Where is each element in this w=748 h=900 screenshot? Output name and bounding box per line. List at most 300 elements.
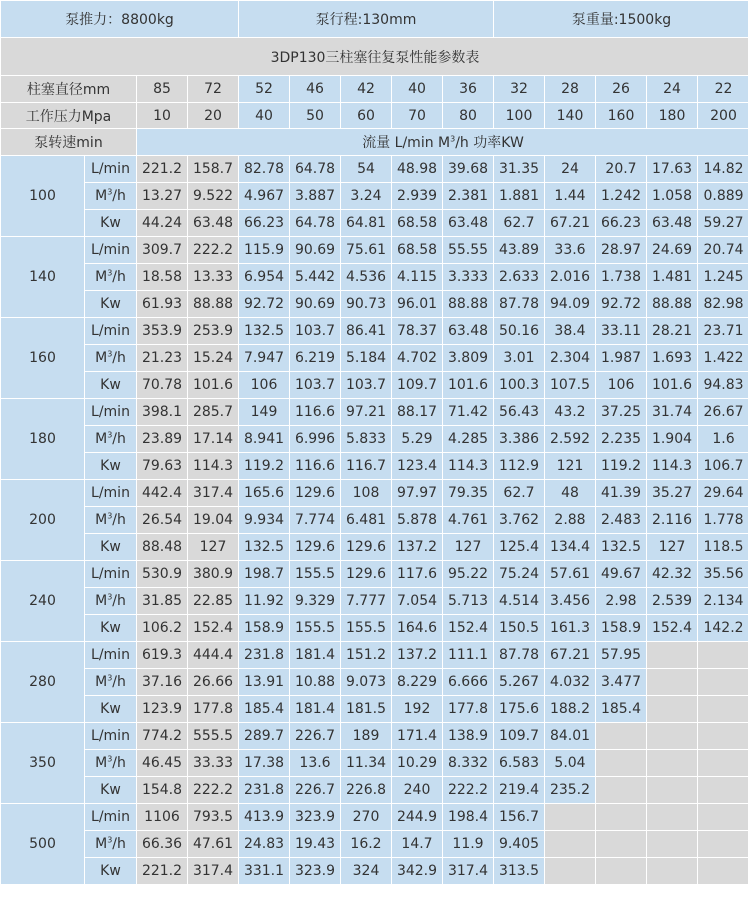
- value-cell: 78.37: [392, 318, 443, 345]
- unit-label: L/min: [85, 561, 137, 588]
- table-row: [1, 480, 748, 507]
- value-cell: 235.2: [545, 777, 596, 804]
- value-cell: 317.4: [443, 858, 494, 885]
- value-cell: [647, 669, 698, 696]
- value-cell: 154.8: [137, 777, 188, 804]
- table-row: [1, 156, 748, 183]
- value-cell: 231.8: [239, 777, 290, 804]
- value-cell: [698, 804, 748, 831]
- diameter-label: 柱塞直径mm: [1, 76, 137, 103]
- value-cell: 2.939: [392, 183, 443, 210]
- value-cell: 31.35: [494, 156, 545, 183]
- table-row: [1, 561, 748, 588]
- value-cell: 127: [647, 534, 698, 561]
- value-cell: 21.23: [137, 345, 188, 372]
- value-cell: 4.967: [239, 183, 290, 210]
- table-row: [1, 588, 748, 615]
- value-cell: 26.54: [137, 507, 188, 534]
- value-cell: 4.761: [443, 507, 494, 534]
- table-row: [1, 750, 748, 777]
- value-cell: 86.41: [341, 318, 392, 345]
- value-cell: 3.477: [596, 669, 647, 696]
- value-cell: 1.422: [698, 345, 748, 372]
- value-cell: 61.93: [137, 291, 188, 318]
- table-row: [1, 399, 748, 426]
- superscript-3: 3: [107, 673, 113, 683]
- value-cell: [698, 777, 748, 804]
- value-cell: 119.2: [596, 453, 647, 480]
- superscript-3: 3: [107, 187, 113, 197]
- speed-cell: 240: [1, 561, 85, 642]
- value-cell: 70.78: [137, 372, 188, 399]
- value-cell: 127: [443, 534, 494, 561]
- value-cell: 9.405: [494, 831, 545, 858]
- value-cell: 4.514: [494, 588, 545, 615]
- value-cell: 9.934: [239, 507, 290, 534]
- value-cell: 114.3: [647, 453, 698, 480]
- value-cell: 68.58: [392, 237, 443, 264]
- value-cell: 5.713: [443, 588, 494, 615]
- value-cell: 15.24: [188, 345, 239, 372]
- pressure-cell: 10: [137, 103, 188, 129]
- value-cell: 181.5: [341, 696, 392, 723]
- value-cell: 14.82: [698, 156, 748, 183]
- value-cell: 63.48: [188, 210, 239, 237]
- value-cell: 5.442: [290, 264, 341, 291]
- diameter-cell: 36: [443, 76, 494, 103]
- value-cell: 289.7: [239, 723, 290, 750]
- value-cell: 6.996: [290, 426, 341, 453]
- value-cell: 9.329: [290, 588, 341, 615]
- value-cell: 63.48: [443, 318, 494, 345]
- pump-stroke: 泵行程:130mm: [239, 1, 494, 38]
- value-cell: 101.6: [443, 372, 494, 399]
- table-row: [1, 534, 748, 561]
- value-cell: 84.01: [545, 723, 596, 750]
- value-cell: 2.235: [596, 426, 647, 453]
- value-cell: 2.116: [647, 507, 698, 534]
- value-cell: 8.229: [392, 669, 443, 696]
- unit-label: Kw: [85, 291, 137, 318]
- value-cell: 75.24: [494, 561, 545, 588]
- value-cell: 20.74: [698, 237, 748, 264]
- value-cell: 353.9: [137, 318, 188, 345]
- value-cell: 11.9: [443, 831, 494, 858]
- unit-label: $M^3/h$: [85, 264, 137, 291]
- value-cell: [647, 696, 698, 723]
- value-cell: 108: [341, 480, 392, 507]
- unit-label: Kw: [85, 615, 137, 642]
- value-cell: 109.7: [494, 723, 545, 750]
- value-cell: 63.48: [647, 210, 698, 237]
- value-cell: 3.24: [341, 183, 392, 210]
- value-cell: 2.88: [545, 507, 596, 534]
- value-cell: 29.64: [698, 480, 748, 507]
- value-cell: 115.9: [239, 237, 290, 264]
- value-cell: 1.778: [698, 507, 748, 534]
- unit-label: $M^3/h$: [85, 750, 137, 777]
- value-cell: 87.78: [494, 642, 545, 669]
- value-cell: 125.4: [494, 534, 545, 561]
- value-cell: 8.941: [239, 426, 290, 453]
- value-cell: 181.4: [290, 696, 341, 723]
- value-cell: 185.4: [239, 696, 290, 723]
- value-cell: 137.2: [392, 534, 443, 561]
- value-cell: 116.6: [290, 399, 341, 426]
- value-cell: 5.29: [392, 426, 443, 453]
- table-row: [1, 291, 748, 318]
- value-cell: 37.16: [137, 669, 188, 696]
- value-cell: 158.7: [188, 156, 239, 183]
- value-cell: 46.45: [137, 750, 188, 777]
- value-cell: [545, 804, 596, 831]
- value-cell: 101.6: [188, 372, 239, 399]
- unit-label: Kw: [85, 858, 137, 885]
- value-cell: 2.381: [443, 183, 494, 210]
- pressure-cell: 60: [341, 103, 392, 129]
- value-cell: 155.5: [290, 561, 341, 588]
- value-cell: 14.7: [392, 831, 443, 858]
- value-cell: 442.4: [137, 480, 188, 507]
- value-cell: 33.6: [545, 237, 596, 264]
- value-cell: 67.21: [545, 642, 596, 669]
- value-cell: 90.69: [290, 237, 341, 264]
- value-cell: 181.4: [290, 642, 341, 669]
- value-cell: 165.6: [239, 480, 290, 507]
- table-row: [1, 345, 748, 372]
- value-cell: 198.7: [239, 561, 290, 588]
- value-cell: 64.81: [341, 210, 392, 237]
- unit-label: Kw: [85, 534, 137, 561]
- value-cell: 134.4: [545, 534, 596, 561]
- pressure-cell: 40: [239, 103, 290, 129]
- pressure-cell: 140: [545, 103, 596, 129]
- value-cell: 6.583: [494, 750, 545, 777]
- value-cell: 66.23: [239, 210, 290, 237]
- pressure-cell: 80: [443, 103, 494, 129]
- unit-label: $M^3/h$: [85, 831, 137, 858]
- value-cell: 23.71: [698, 318, 748, 345]
- value-cell: 324: [341, 858, 392, 885]
- table-row: [1, 669, 748, 696]
- value-cell: 87.78: [494, 291, 545, 318]
- value-cell: [698, 723, 748, 750]
- value-cell: 3.762: [494, 507, 545, 534]
- value-cell: 129.6: [341, 534, 392, 561]
- value-cell: 5.878: [392, 507, 443, 534]
- value-cell: 2.483: [596, 507, 647, 534]
- value-cell: 55.55: [443, 237, 494, 264]
- value-cell: 48.98: [392, 156, 443, 183]
- superscript-3: 3: [107, 268, 113, 278]
- superscript-3: 3: [107, 430, 113, 440]
- value-cell: 106.2: [137, 615, 188, 642]
- value-cell: 17.38: [239, 750, 290, 777]
- value-cell: 444.4: [188, 642, 239, 669]
- value-cell: 270: [341, 804, 392, 831]
- value-cell: 123.4: [392, 453, 443, 480]
- value-cell: 11.92: [239, 588, 290, 615]
- value-cell: 41.39: [596, 480, 647, 507]
- value-cell: 82.78: [239, 156, 290, 183]
- value-cell: 57.61: [545, 561, 596, 588]
- value-cell: 50.16: [494, 318, 545, 345]
- value-cell: 285.7: [188, 399, 239, 426]
- value-cell: 6.219: [290, 345, 341, 372]
- value-cell: 66.23: [596, 210, 647, 237]
- value-cell: 132.5: [596, 534, 647, 561]
- value-cell: 35.27: [647, 480, 698, 507]
- value-cell: 177.8: [188, 696, 239, 723]
- value-cell: [647, 642, 698, 669]
- pressure-cell: 200: [698, 103, 748, 129]
- value-cell: 7.947: [239, 345, 290, 372]
- value-cell: 121: [545, 453, 596, 480]
- value-cell: 4.032: [545, 669, 596, 696]
- value-cell: 82.98: [698, 291, 748, 318]
- value-cell: 26.67: [698, 399, 748, 426]
- value-cell: 88.88: [443, 291, 494, 318]
- superscript-3: 3: [450, 134, 456, 144]
- value-cell: 222.2: [443, 777, 494, 804]
- value-cell: 226.7: [290, 777, 341, 804]
- speed-cell: 280: [1, 642, 85, 723]
- table-row: [1, 210, 748, 237]
- pressure-cell: 100: [494, 103, 545, 129]
- value-cell: 155.5: [290, 615, 341, 642]
- value-cell: 175.6: [494, 696, 545, 723]
- value-cell: 54: [341, 156, 392, 183]
- value-cell: [647, 858, 698, 885]
- value-cell: 63.48: [443, 210, 494, 237]
- value-cell: 3.456: [545, 588, 596, 615]
- value-cell: 323.9: [290, 804, 341, 831]
- value-cell: 164.6: [392, 615, 443, 642]
- unit-label: L/min: [85, 318, 137, 345]
- value-cell: [596, 804, 647, 831]
- value-cell: 24: [545, 156, 596, 183]
- value-cell: 31.85: [137, 588, 188, 615]
- value-cell: 1.245: [698, 264, 748, 291]
- value-cell: 88.88: [188, 291, 239, 318]
- pump-weight: 泵重量:1500kg: [494, 1, 748, 38]
- value-cell: 129.6: [341, 561, 392, 588]
- superscript-3: 3: [107, 349, 113, 359]
- value-cell: 92.72: [239, 291, 290, 318]
- value-cell: [647, 777, 698, 804]
- table-row: [1, 372, 748, 399]
- value-cell: 43.89: [494, 237, 545, 264]
- pump-thrust: 泵推力：8800kg: [1, 1, 239, 38]
- value-cell: 13.6: [290, 750, 341, 777]
- pressure-cell: 50: [290, 103, 341, 129]
- value-cell: 49.67: [596, 561, 647, 588]
- diameter-cell: 22: [698, 76, 748, 103]
- value-cell: 6.666: [443, 669, 494, 696]
- value-cell: 100.3: [494, 372, 545, 399]
- value-cell: 97.21: [341, 399, 392, 426]
- value-cell: 118.5: [698, 534, 748, 561]
- value-cell: 10.29: [392, 750, 443, 777]
- table-row: [1, 318, 748, 345]
- value-cell: 5.833: [341, 426, 392, 453]
- value-cell: 119.2: [239, 453, 290, 480]
- value-cell: 57.95: [596, 642, 647, 669]
- unit-label: Kw: [85, 777, 137, 804]
- superscript-3: 3: [107, 511, 113, 521]
- pressure-cell: 20: [188, 103, 239, 129]
- value-cell: 138.9: [443, 723, 494, 750]
- value-cell: 17.14: [188, 426, 239, 453]
- table-row: [1, 831, 748, 858]
- diameter-cell: 46: [290, 76, 341, 103]
- value-cell: 3.333: [443, 264, 494, 291]
- value-cell: 9.522: [188, 183, 239, 210]
- value-cell: 2.592: [545, 426, 596, 453]
- value-cell: 2.633: [494, 264, 545, 291]
- value-cell: 96.01: [392, 291, 443, 318]
- value-cell: 22.85: [188, 588, 239, 615]
- pressure-cell: 70: [392, 103, 443, 129]
- value-cell: 198.4: [443, 804, 494, 831]
- value-cell: 221.2: [137, 156, 188, 183]
- value-cell: 79.63: [137, 453, 188, 480]
- value-cell: 23.89: [137, 426, 188, 453]
- unit-label: L/min: [85, 642, 137, 669]
- value-cell: 42.32: [647, 561, 698, 588]
- value-cell: 13.27: [137, 183, 188, 210]
- value-cell: 793.5: [188, 804, 239, 831]
- value-cell: 92.72: [596, 291, 647, 318]
- value-cell: 7.774: [290, 507, 341, 534]
- value-cell: 11.34: [341, 750, 392, 777]
- unit-label: $M^3/h$: [85, 588, 137, 615]
- value-cell: 1.738: [596, 264, 647, 291]
- value-cell: 48: [545, 480, 596, 507]
- value-cell: 774.2: [137, 723, 188, 750]
- value-cell: 33.33: [188, 750, 239, 777]
- unit-label: L/min: [85, 804, 137, 831]
- value-cell: 1.904: [647, 426, 698, 453]
- value-cell: 24.69: [647, 237, 698, 264]
- superscript-3: 3: [107, 835, 113, 845]
- value-cell: 95.22: [443, 561, 494, 588]
- value-cell: 20.7: [596, 156, 647, 183]
- value-cell: 6.954: [239, 264, 290, 291]
- value-cell: 4.115: [392, 264, 443, 291]
- diameter-cell: 28: [545, 76, 596, 103]
- value-cell: 1.6: [698, 426, 748, 453]
- unit-label: $M^3/h$: [85, 669, 137, 696]
- unit-label: Kw: [85, 210, 137, 237]
- unit-label: $M^3/h$: [85, 183, 137, 210]
- value-cell: 4.702: [392, 345, 443, 372]
- value-cell: 13.33: [188, 264, 239, 291]
- value-cell: 158.9: [596, 615, 647, 642]
- value-cell: 97.97: [392, 480, 443, 507]
- value-cell: [545, 831, 596, 858]
- value-cell: 1.058: [647, 183, 698, 210]
- value-cell: 88.17: [392, 399, 443, 426]
- pressure-cell: 180: [647, 103, 698, 129]
- value-cell: 309.7: [137, 237, 188, 264]
- value-cell: 17.63: [647, 156, 698, 183]
- value-cell: 192: [392, 696, 443, 723]
- value-cell: 4.285: [443, 426, 494, 453]
- value-cell: 28.97: [596, 237, 647, 264]
- value-cell: 619.3: [137, 642, 188, 669]
- value-cell: [647, 804, 698, 831]
- value-cell: 1.881: [494, 183, 545, 210]
- value-cell: 331.1: [239, 858, 290, 885]
- value-cell: 177.8: [443, 696, 494, 723]
- table-row: [1, 453, 748, 480]
- value-cell: 103.7: [290, 318, 341, 345]
- table-row: [1, 426, 748, 453]
- value-cell: 1106: [137, 804, 188, 831]
- value-cell: 9.073: [341, 669, 392, 696]
- value-cell: 189: [341, 723, 392, 750]
- value-cell: 0.889: [698, 183, 748, 210]
- value-cell: 221.2: [137, 858, 188, 885]
- value-cell: 44.24: [137, 210, 188, 237]
- value-cell: 8.332: [443, 750, 494, 777]
- value-cell: [647, 750, 698, 777]
- unit-label: L/min: [85, 237, 137, 264]
- value-cell: 2.539: [647, 588, 698, 615]
- value-cell: 66.36: [137, 831, 188, 858]
- value-cell: 67.21: [545, 210, 596, 237]
- value-cell: 244.9: [392, 804, 443, 831]
- value-cell: 219.4: [494, 777, 545, 804]
- value-cell: 5.184: [341, 345, 392, 372]
- diameter-cell: 32: [494, 76, 545, 103]
- unit-label: Kw: [85, 453, 137, 480]
- value-cell: 3.01: [494, 345, 545, 372]
- speed-cell: 160: [1, 318, 85, 399]
- value-cell: 64.78: [290, 210, 341, 237]
- value-cell: 152.4: [647, 615, 698, 642]
- value-cell: 226.7: [290, 723, 341, 750]
- table-row: [1, 615, 748, 642]
- value-cell: 137.2: [392, 642, 443, 669]
- value-cell: 5.267: [494, 669, 545, 696]
- diameter-cell: 42: [341, 76, 392, 103]
- value-cell: 6.481: [341, 507, 392, 534]
- flow-header: 流量 L/min $M^3/h$ 功率KW: [137, 129, 748, 156]
- value-cell: 323.9: [290, 858, 341, 885]
- unit-label: $M^3/h$: [85, 345, 137, 372]
- unit-label: L/min: [85, 156, 137, 183]
- value-cell: 1.44: [545, 183, 596, 210]
- value-cell: 171.4: [392, 723, 443, 750]
- value-cell: 90.73: [341, 291, 392, 318]
- value-cell: 555.5: [188, 723, 239, 750]
- value-cell: 18.58: [137, 264, 188, 291]
- value-cell: 2.98: [596, 588, 647, 615]
- value-cell: 16.2: [341, 831, 392, 858]
- value-cell: 2.134: [698, 588, 748, 615]
- value-cell: 313.5: [494, 858, 545, 885]
- value-cell: 109.7: [392, 372, 443, 399]
- value-cell: 7.054: [392, 588, 443, 615]
- table-row: [1, 777, 748, 804]
- value-cell: [596, 858, 647, 885]
- value-cell: 342.9: [392, 858, 443, 885]
- value-cell: 90.69: [290, 291, 341, 318]
- speed-cell: 200: [1, 480, 85, 561]
- value-cell: 75.61: [341, 237, 392, 264]
